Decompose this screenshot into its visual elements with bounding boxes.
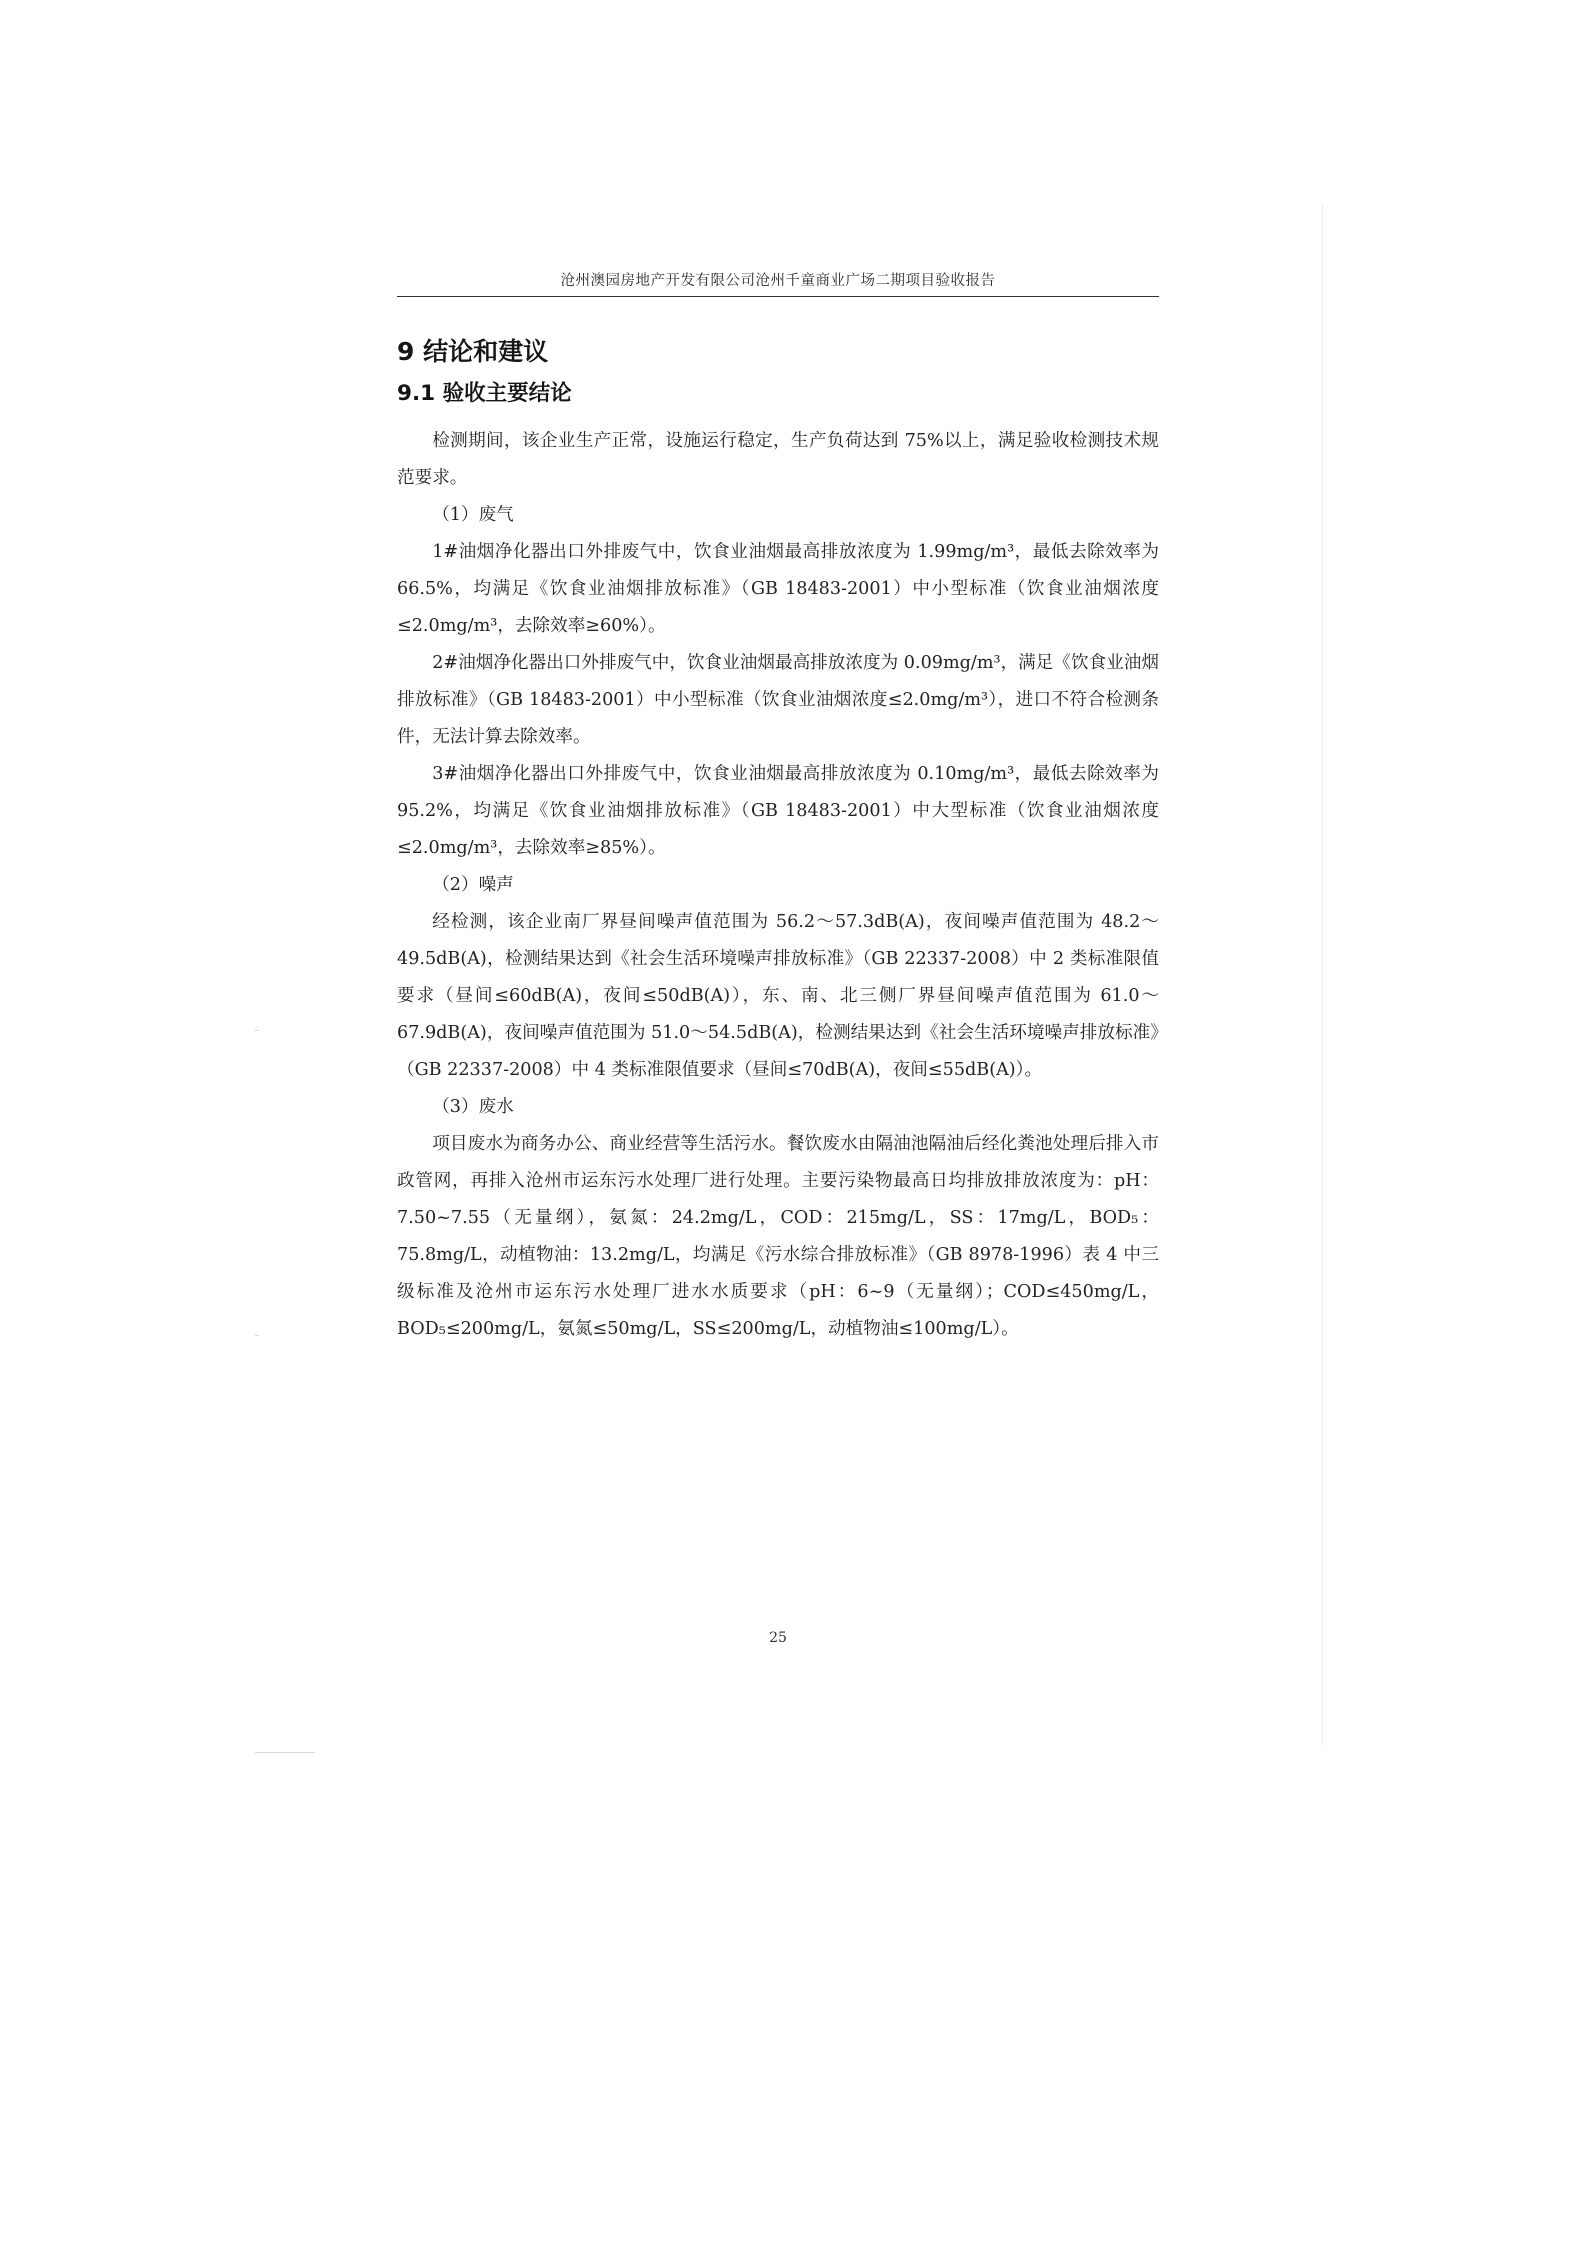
scan-mark	[255, 1030, 259, 1031]
body-text	[397, 423, 1159, 1348]
scan-mark	[255, 1752, 315, 1753]
document-page	[397, 270, 1159, 1348]
paragraph-intro: 检测期间，该企业生产正常，设施运行稳定，生产负荷达到 75%以上，满足验收检测技术规范要求。	[397, 431, 1159, 488]
subsection-title: 9.1 验收主要结论	[397, 381, 572, 406]
heading-noise: （2）噪声	[432, 875, 514, 895]
paragraph-purifier-2: 2#油烟净化器出口外排废气中，饮食业油烟最高排放浓度为 0.09mg/m³，满足《饮食业油烟排放标准》（GB 18483-2001）中小型标准（饮食业油烟浓度≤2.0mg/m³），进口不符合检测条件，无法计算去除效率。	[397, 653, 1159, 747]
heading-waste-water: （3）废水	[432, 1097, 514, 1117]
heading-waste-gas: （1）废气	[432, 505, 514, 525]
header-rule	[397, 296, 1159, 297]
paragraph-noise: 经检测，该企业南厂界昼间噪声值范围为 56.2～57.3dB(A)，夜间噪声值范围为 48.2～49.5dB(A)，检测结果达到《社会生活环境噪声排放标准》（GB 22337-2008）中 2 类标准限值要求（昼间≤60dB(A)，夜间≤50dB(A)），东、南、北三侧厂界昼间噪声值范围为 61.0～67.9dB(A)，夜间噪声值范围为 51.0～54.5dB(A)，检测结果达到《社会生活环境噪声排放标准》（GB 22337-2008）中 4 类标准限值要求（昼间≤70dB(A)，夜间≤55dB(A)）。	[397, 912, 1159, 1080]
page-number: 25	[769, 1630, 787, 1646]
paragraph-purifier-1: 1#油烟净化器出口外排废气中，饮食业油烟最高排放浓度为 1.99mg/m³，最低去除效率为 66.5%，均满足《饮食业油烟排放标准》（GB 18483-2001）中小型标准（饮食业油烟浓度≤2.0mg/m³，去除效率≥60%）。	[397, 542, 1159, 636]
running-header: 沧州澳园房地产开发有限公司沧州千童商业广场二期项目验收报告	[560, 273, 996, 289]
paragraph-waste-water: 项目废水为商务办公、商业经营等生活污水。餐饮废水由隔油池隔油后经化粪池处理后排入市政管网，再排入沧州市运东污水处理厂进行处理。主要污染物最高日均排放排放浓度为：pH：7.50~7.55（无量纲），氨氮：24.2mg/L，COD：215mg/L，SS：17mg/L，BOD₅：75.8mg/L，动植物油：13.2mg/L，均满足《污水综合排放标准》（GB 8978-1996）表 4 中三级标准及沧州市运东污水处理厂进水水质要求（pH：6~9（无量纲）；COD≤450mg/L，BOD₅≤200mg/L，氨氮≤50mg/L，SS≤200mg/L，动植物油≤100mg/L）。	[397, 1134, 1159, 1339]
scan-edge	[1322, 205, 1323, 1745]
paragraph-purifier-3: 3#油烟净化器出口外排废气中，饮食业油烟最高排放浓度为 0.10mg/m³，最低去除效率为 95.2%，均满足《饮食业油烟排放标准》（GB 18483-2001）中大型标准（饮食业油烟浓度≤2.0mg/m³，去除效率≥85%）。	[397, 764, 1159, 858]
scan-mark	[255, 1335, 259, 1336]
section-title: 9 结论和建议	[397, 337, 549, 366]
